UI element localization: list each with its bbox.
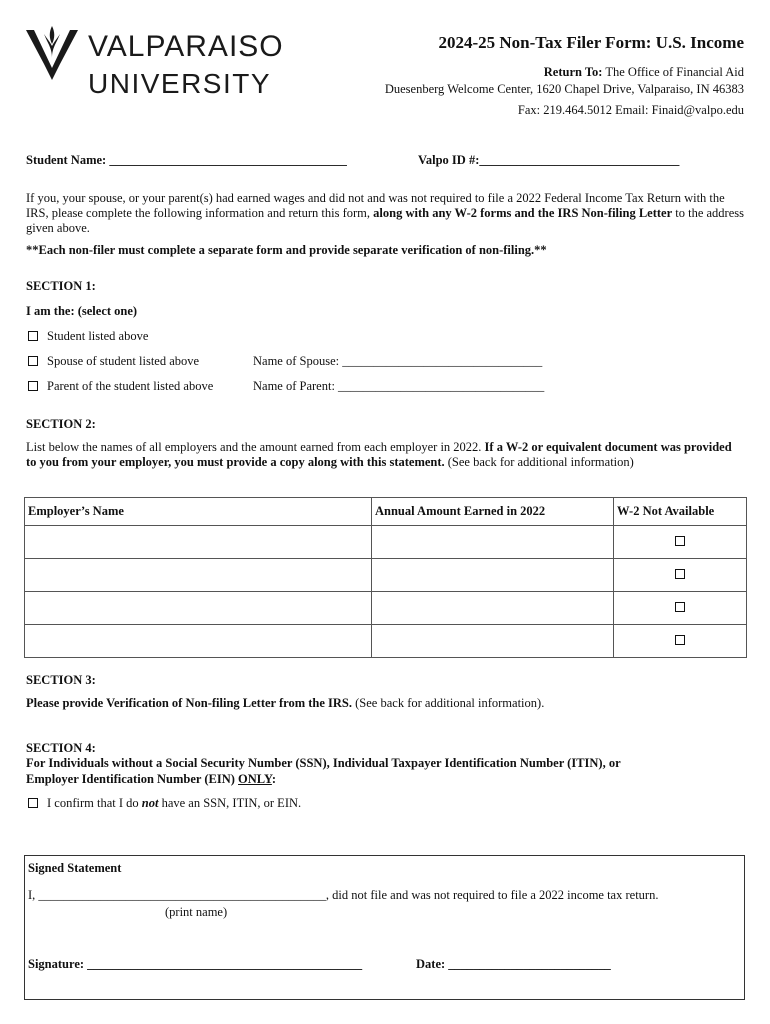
table-row (25, 592, 747, 625)
university-name-line2: UNIVERSITY (88, 68, 272, 99)
w2-cell (614, 625, 747, 658)
section4-line2-text: Employer Identification Number (EIN) (26, 772, 235, 786)
w2-cell (614, 559, 747, 592)
parent-checkbox[interactable] (28, 381, 38, 391)
col-amount-earned: Annual Amount Earned in 2022 (372, 498, 614, 526)
signature-field[interactable]: Signature: ____________________________________________ (28, 957, 363, 971)
option-student[interactable] (28, 329, 148, 344)
section4-line1: For Individuals without a Social Security Number (SSN), Individual Taxpayer Identification Number (ITIN), or (26, 756, 621, 770)
employer-name-cell[interactable] (25, 625, 372, 658)
university-shield-logo (22, 24, 82, 84)
spouse-name-field[interactable]: Name of Spouse: ________________________________ (253, 354, 543, 368)
section4-colon: : (271, 772, 277, 786)
spouse-checkbox[interactable] (28, 356, 38, 366)
amount-cell[interactable] (372, 526, 614, 559)
section4-only: ONLY (238, 772, 272, 786)
contact-info: Fax: 219.464.5012 Email: Finaid@valpo.edu (517, 103, 744, 117)
w2-cell (614, 526, 747, 559)
intro-bold: along with any W-2 forms and the IRS Non-filing Letter (373, 206, 673, 220)
table-row (25, 625, 747, 658)
no-ssn-checkbox[interactable] (28, 798, 38, 808)
section3-heading: SECTION 3: (26, 673, 96, 687)
section3-note: (See back for additional information). (355, 696, 545, 710)
university-name-line1: VALPARAISO (88, 30, 284, 63)
section2-heading: SECTION 2: (26, 417, 96, 431)
section4-heading: SECTION 4: (26, 741, 96, 755)
confirm-not: not (141, 796, 159, 810)
return-to-label: Return To: (543, 65, 603, 79)
confirm-text-b: have an SSN, ITIN, or EIN. (161, 796, 302, 810)
intro-text-2: to the address given above. (26, 206, 744, 235)
valpo-id-field[interactable]: Valpo ID #:________________________________ (418, 153, 680, 167)
intro-paragraph (26, 191, 744, 236)
option-parent-label: Parent of the student listed above (47, 379, 214, 393)
return-to-value: The Office of Financial Aid (605, 65, 744, 79)
col-employer-name: Employer’s Name (25, 498, 372, 526)
signed-statement-box (24, 855, 745, 1000)
parent-name-field[interactable]: Name of Parent: _________________________________ (253, 379, 545, 393)
col-w2-not-available: W-2 Not Available (614, 498, 747, 526)
employer-name-cell[interactable] (25, 526, 372, 559)
option-student-label: Student listed above (47, 329, 149, 343)
w2-checkbox[interactable] (675, 536, 685, 546)
w2-checkbox[interactable] (675, 569, 685, 579)
date-field[interactable]: Date: __________________________ (416, 957, 611, 971)
confirm-text-a: I confirm that I do (47, 796, 139, 810)
employer-table (24, 497, 747, 658)
return-address: Duesenberg Welcome Center, 1620 Chapel Drive, Valparaiso, IN 46383 (384, 82, 744, 96)
separate-form-notice: **Each non-filer must complete a separate form and provide separate verification of non-filing.** (26, 243, 547, 257)
section1-prompt: I am the: (select one) (26, 304, 138, 318)
w2-checkbox[interactable] (675, 602, 685, 612)
signed-statement-heading: Signed Statement (28, 861, 122, 875)
intro-text-1: If you, your spouse, or your parent(s) had earned wages and did not and was not required to file a 2022 Federal Income Tax Return with the IRS, please complete the following information and return this form, (26, 191, 725, 220)
employer-name-cell[interactable] (25, 559, 372, 592)
section3-bold: Please provide Verification of Non-filing Letter from the IRS. (26, 696, 353, 710)
section2-text-2: (See back for additional information) (447, 455, 634, 469)
amount-cell[interactable] (372, 559, 614, 592)
print-name-caption: (print name) (165, 905, 228, 919)
table-row (25, 526, 747, 559)
section2-bold: If a W-2 or equivalent document was provided to you from your employer, you must provide a copy along with this statement. (26, 440, 732, 469)
print-name-line[interactable]: I, ______________________________________________, did not file and was not required to file a 2022 income tax return. (28, 888, 659, 902)
option-parent[interactable] (28, 379, 213, 394)
section3-text (26, 696, 544, 711)
student-name-field[interactable]: Student Name: ______________________________________ (26, 153, 347, 167)
section2-text-1: List below the names of all employers and the amount earned from each employer in 2022. (26, 440, 482, 454)
employer-name-cell[interactable] (25, 592, 372, 625)
section1-heading: SECTION 1: (26, 279, 96, 293)
w2-checkbox[interactable] (675, 635, 685, 645)
option-spouse[interactable] (28, 354, 199, 369)
form-title: 2024-25 Non-Tax Filer Form: U.S. Income (438, 33, 744, 52)
amount-cell[interactable] (372, 625, 614, 658)
table-header-row (25, 498, 747, 526)
student-checkbox[interactable] (28, 331, 38, 341)
section4-line2 (26, 772, 744, 787)
return-to-line (544, 65, 744, 80)
table-row (25, 559, 747, 592)
amount-cell[interactable] (372, 592, 614, 625)
option-spouse-label: Spouse of student listed above (47, 354, 200, 368)
no-ssn-confirm[interactable] (28, 796, 301, 811)
section2-instructions (26, 440, 744, 470)
w2-cell (614, 592, 747, 625)
